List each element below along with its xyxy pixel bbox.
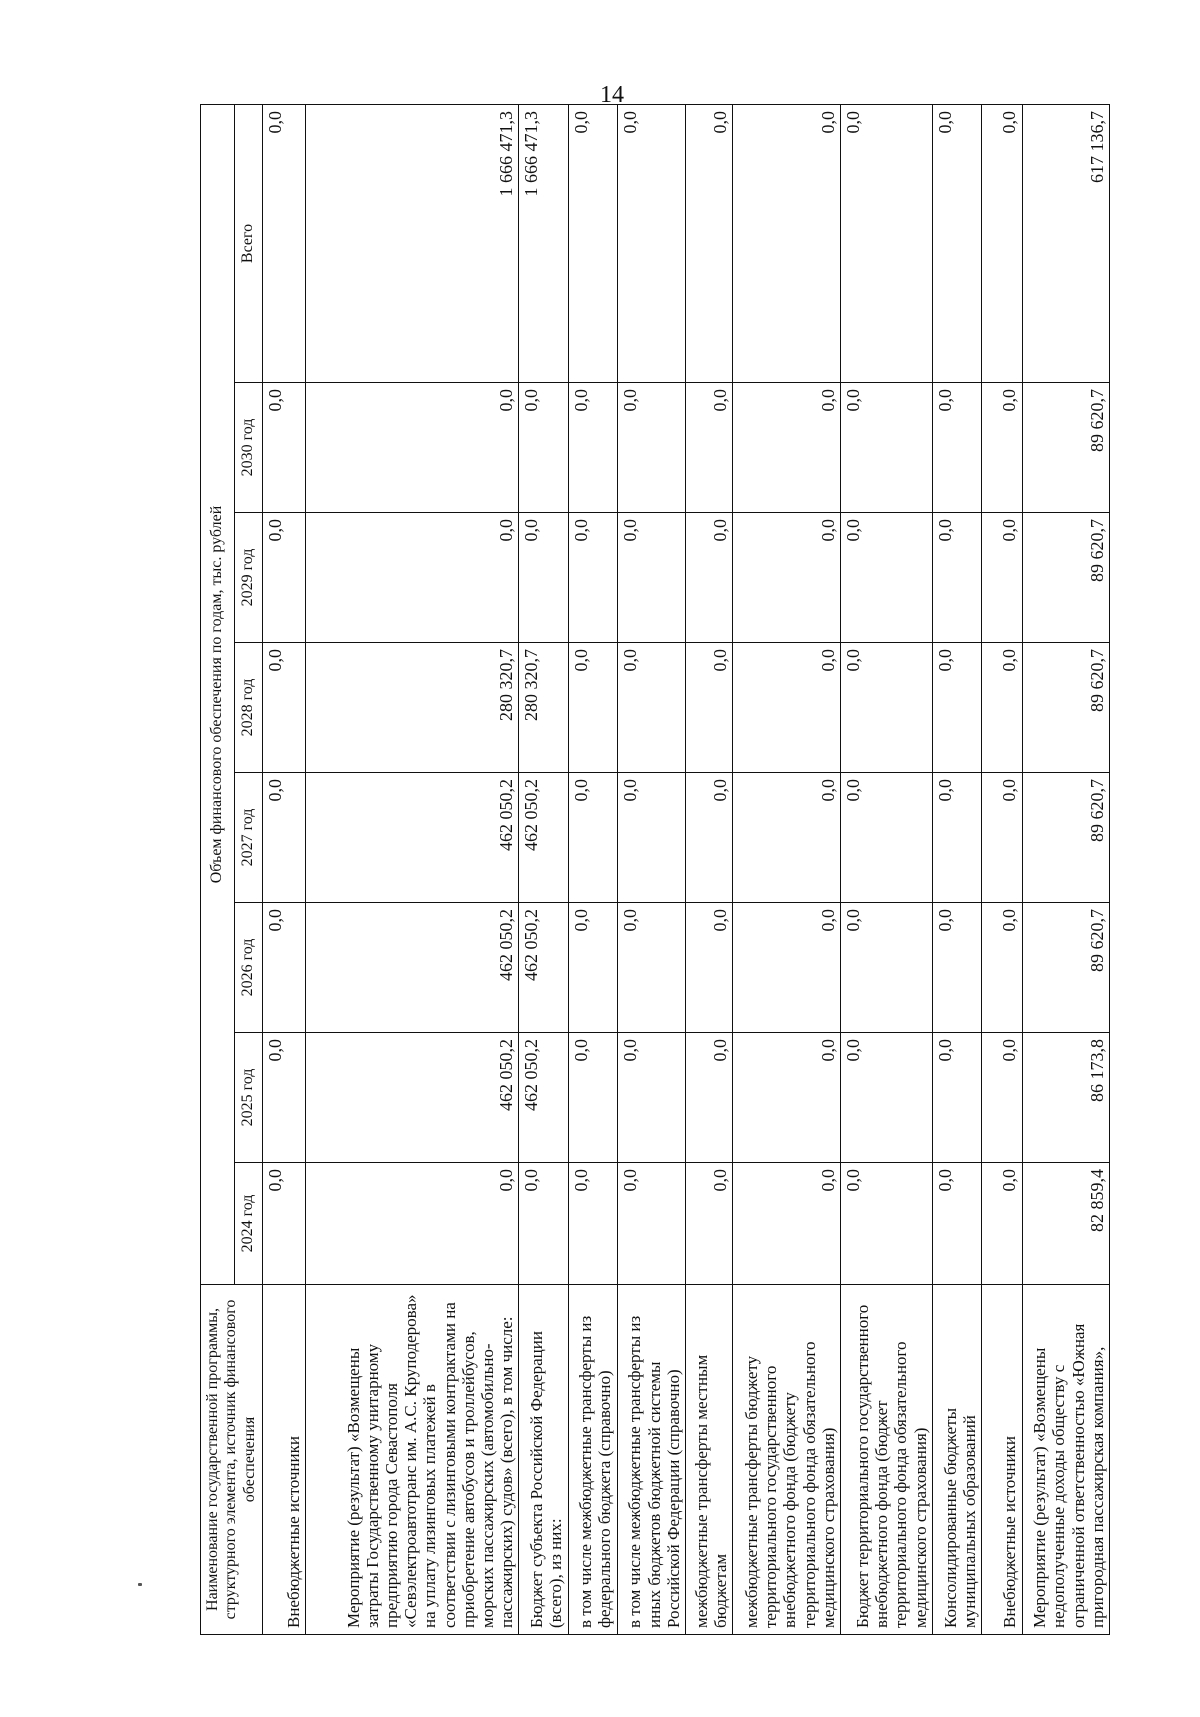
value-cell: 0,0	[733, 383, 841, 513]
value-cell: 280 320,7	[519, 643, 568, 773]
value-cell: 0,0	[519, 513, 568, 643]
header-year-2030: 2030 год	[235, 383, 263, 513]
value-cell: 0,0	[263, 513, 306, 643]
value-cell: 0,0	[981, 1163, 1022, 1285]
value-cell: 0,0	[981, 643, 1022, 773]
table-row	[617, 104, 685, 1634]
value-cell: 0,0	[568, 1033, 617, 1163]
value-cell: 0,0	[981, 773, 1022, 903]
value-cell: 0,0	[568, 383, 617, 513]
value-cell: 0,0	[733, 1163, 841, 1285]
value-cell: 89 620,7	[1022, 773, 1109, 903]
value-cell: 0,0	[932, 513, 981, 643]
row-name-cell: в том числе межбюджетные трансферты из иных бюджетов бюджетной системы Российской Федерации (справочно)	[617, 1285, 685, 1635]
value-cell: 0,0	[617, 104, 685, 382]
value-cell: 0,0	[568, 104, 617, 382]
value-cell: 462 050,2	[519, 1033, 568, 1163]
value-cell: 0,0	[733, 903, 841, 1033]
value-cell: 0,0	[981, 104, 1022, 382]
value-cell: 0,0	[263, 643, 306, 773]
value-cell: 0,0	[617, 383, 685, 513]
value-cell: 0,0	[840, 643, 932, 773]
header-year-2025: 2025 год	[235, 1033, 263, 1163]
value-cell: 0,0	[568, 643, 617, 773]
value-cell: 0,0	[568, 1163, 617, 1285]
value-cell: 0,0	[305, 513, 519, 643]
value-cell: 0,0	[617, 773, 685, 903]
value-cell: 0,0	[733, 513, 841, 643]
value-cell: 0,0	[932, 903, 981, 1033]
value-cell: 0,0	[840, 1033, 932, 1163]
value-cell: 0,0	[733, 1033, 841, 1163]
value-cell: 0,0	[568, 903, 617, 1033]
scan-speck	[138, 1583, 142, 1586]
value-cell: 462 050,2	[519, 903, 568, 1033]
value-cell: 82 859,4	[1022, 1163, 1109, 1285]
value-cell: 0,0	[932, 383, 981, 513]
rotated-table-wrapper	[200, 105, 1110, 1635]
page-number: 14	[600, 82, 624, 108]
value-cell: 0,0	[617, 1033, 685, 1163]
value-cell: 617 136,7	[1022, 104, 1109, 382]
value-cell: 0,0	[263, 104, 306, 382]
header-volume-title: Объем финансового обеспечения по годам, тыс. рублей	[201, 104, 235, 1284]
table-row	[733, 104, 841, 1634]
value-cell: 0,0	[981, 1033, 1022, 1163]
value-cell: 0,0	[932, 643, 981, 773]
value-cell: 0,0	[263, 773, 306, 903]
table-row	[1022, 104, 1109, 1634]
header-name-column: Наименование государственной программы, структурного элемента, источник финансового обеспечения	[201, 1285, 263, 1635]
header-row-1	[201, 104, 235, 1634]
value-cell: 0,0	[733, 643, 841, 773]
row-name-cell: межбюджетные трансферты местным бюджетам	[686, 1285, 733, 1635]
value-cell: 0,0	[263, 383, 306, 513]
value-cell: 89 620,7	[1022, 383, 1109, 513]
row-name-cell: Бюджет субъекта Российской Федерации (всего), из них:	[519, 1285, 568, 1635]
value-cell: 462 050,2	[519, 773, 568, 903]
value-cell: 0,0	[840, 383, 932, 513]
table-row	[263, 104, 306, 1634]
row-name-cell: Мероприятие (результат) «Возмещены затраты Государственному унитарному предприятию города Севастополя «Севэлектроавтотранс им. А.С. Круподерова» на уплату лизинговых платежей в соответствии с лизинговыми контрактами на приобретение автобусов и троллейбусов, морских пассажирских (автомобильно-пассажирских) судов» (всего), в том числе:	[305, 1285, 519, 1635]
value-cell: 0,0	[617, 513, 685, 643]
value-cell: 89 620,7	[1022, 643, 1109, 773]
table-row	[981, 104, 1022, 1634]
value-cell: 0,0	[686, 903, 733, 1033]
value-cell: 0,0	[840, 1163, 932, 1285]
value-cell: 0,0	[686, 1033, 733, 1163]
value-cell: 0,0	[686, 773, 733, 903]
row-name-cell: Внебюджетные источники	[263, 1285, 306, 1635]
value-cell: 0,0	[263, 1163, 306, 1285]
value-cell: 0,0	[733, 773, 841, 903]
value-cell: 0,0	[932, 773, 981, 903]
value-cell: 0,0	[840, 773, 932, 903]
value-cell: 0,0	[981, 513, 1022, 643]
budget-table	[200, 104, 1110, 1635]
table-row	[932, 104, 981, 1634]
value-cell: 0,0	[686, 513, 733, 643]
header-year-2026: 2026 год	[235, 903, 263, 1033]
table-row	[840, 104, 932, 1634]
value-cell: 0,0	[840, 104, 932, 382]
table-row	[519, 104, 568, 1634]
value-cell: 0,0	[932, 1033, 981, 1163]
table-row	[686, 104, 733, 1634]
value-cell: 0,0	[932, 104, 981, 382]
table-body	[263, 104, 1110, 1634]
value-cell: 280 320,7	[305, 643, 519, 773]
value-cell: 0,0	[686, 383, 733, 513]
value-cell: 0,0	[617, 643, 685, 773]
value-cell: 89 620,7	[1022, 513, 1109, 643]
header-year-2029: 2029 год	[235, 513, 263, 643]
value-cell: 89 620,7	[1022, 903, 1109, 1033]
value-cell: 0,0	[617, 1163, 685, 1285]
value-cell: 0,0	[840, 903, 932, 1033]
value-cell: 0,0	[519, 383, 568, 513]
table-row	[305, 104, 519, 1634]
row-name-cell: Бюджет территориального государственного внебюджетного фонда (бюджет территориального фонда обязательного медицинского страхования)	[840, 1285, 932, 1635]
row-name-cell: Внебюджетные источники	[981, 1285, 1022, 1635]
value-cell: 0,0	[263, 1033, 306, 1163]
header-total: Всего	[235, 104, 263, 382]
value-cell: 462 050,2	[305, 903, 519, 1033]
row-name-cell: Консолидированные бюджеты муниципальных образований	[932, 1285, 981, 1635]
value-cell: 0,0	[568, 773, 617, 903]
value-cell: 462 050,2	[305, 773, 519, 903]
value-cell: 0,0	[305, 1163, 519, 1285]
value-cell: 0,0	[568, 513, 617, 643]
header-year-2028: 2028 год	[235, 643, 263, 773]
row-name-cell: Мероприятие (результат) «Возмещены недополученные доходы обществу с ограниченной ответственностью «Южная пригородная пассажирская компания»,	[1022, 1285, 1109, 1635]
value-cell: 0,0	[932, 1163, 981, 1285]
value-cell: 0,0	[686, 643, 733, 773]
value-cell: 0,0	[981, 383, 1022, 513]
value-cell: 1 666 471,3	[305, 104, 519, 382]
header-year-2024: 2024 год	[235, 1163, 263, 1285]
value-cell: 86 173,8	[1022, 1033, 1109, 1163]
table-row	[568, 104, 617, 1634]
value-cell: 0,0	[519, 1163, 568, 1285]
value-cell: 0,0	[733, 104, 841, 382]
value-cell: 0,0	[263, 903, 306, 1033]
value-cell: 0,0	[686, 104, 733, 382]
value-cell: 0,0	[617, 903, 685, 1033]
row-name-cell: межбюджетные трансферты бюджету территориального государственного внебюджетного фонда (бюджету территориального фонда обязательного медицинского страхования)	[733, 1285, 841, 1635]
value-cell: 0,0	[305, 383, 519, 513]
value-cell: 462 050,2	[305, 1033, 519, 1163]
row-name-cell: в том числе межбюджетные трансферты из федерального бюджета (справочно)	[568, 1285, 617, 1635]
value-cell: 0,0	[840, 513, 932, 643]
value-cell: 1 666 471,3	[519, 104, 568, 382]
value-cell: 0,0	[981, 903, 1022, 1033]
header-year-2027: 2027 год	[235, 773, 263, 903]
value-cell: 0,0	[686, 1163, 733, 1285]
